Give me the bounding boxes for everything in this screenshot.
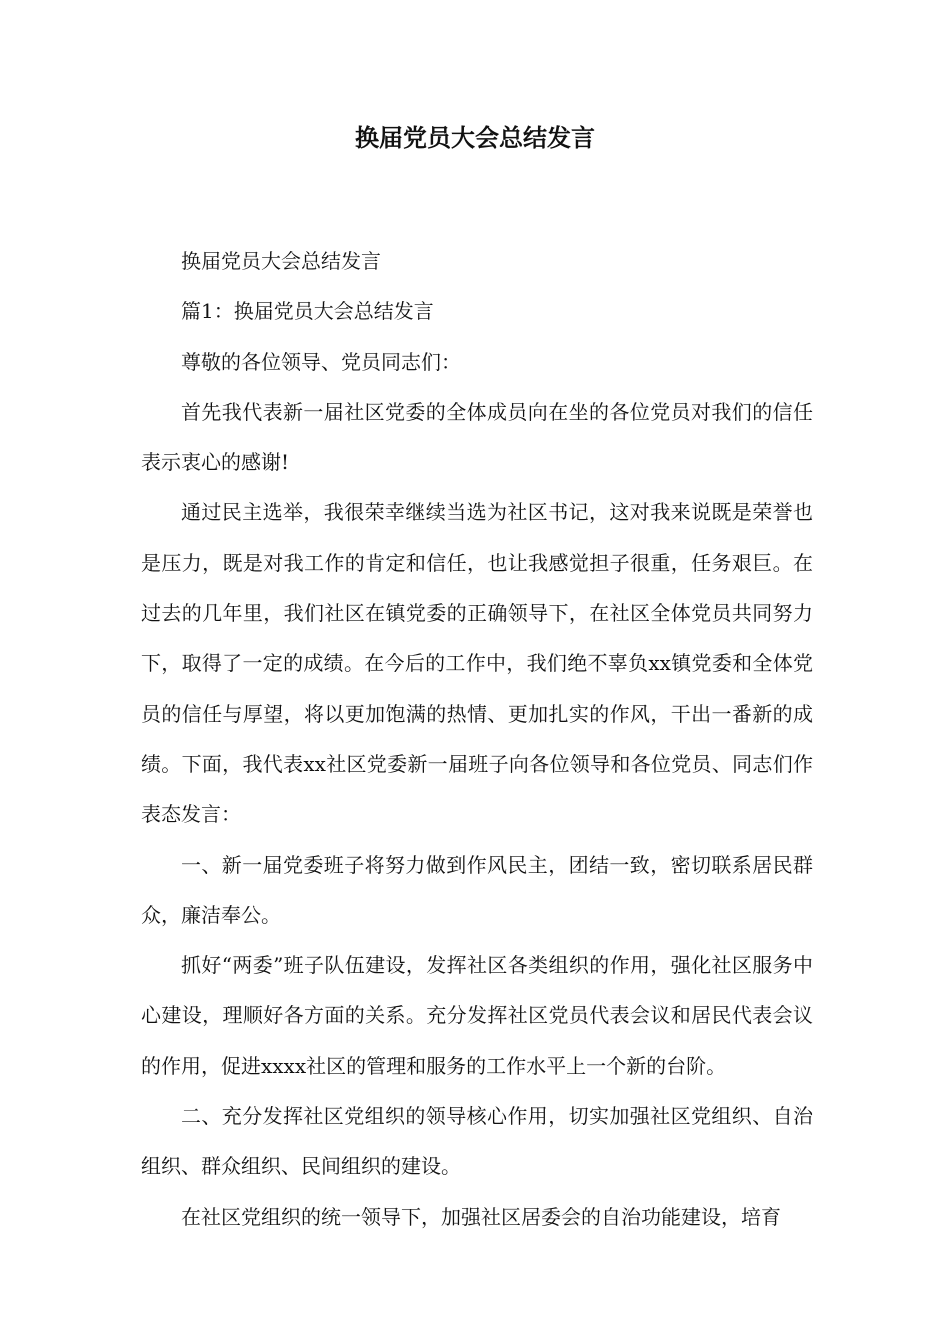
paragraph-autonomy: 在社区党组织的统一领导下，加强社区居委会的自治功能建设，培育 [181, 1204, 781, 1229]
paragraph-election: 通过民主选举，我很荣幸继续当选为社区书记，这对我来说既是荣誉也是压力，既是对我工作的肯定和信任，也让我感觉担子很重，任务艰巨。在过去的几年里，我们社区在镇党委的正确领导下，在社区全体党员共同努力下，取得了一定的成绩。在今后的工作中，我们绝不辜负xx镇党委和全体党员的信任与厚望，将以更加饱满的热情、更加扎实的作风，干出一番新的成绩。下面，我代表xx社区党委新一届班子向各位领导和各位党员、同志们作表态发言： [141, 500, 813, 827]
document-title: 换届党员大会总结发言 [355, 124, 595, 152]
paragraph-salutation: 尊敬的各位领导、党员同志们： [181, 349, 461, 374]
paragraph-section-label: 篇1：换届党员大会总结发言 [181, 299, 434, 324]
paragraph-heading: 换届党员大会总结发言 [181, 249, 381, 273]
paragraph-thanks: 首先我代表新一届社区党委的全体成员向在坐的各位党员对我们的信任表示衷心的感谢! [141, 399, 813, 475]
paragraph-point-one: 一、新一届党委班子将努力做到作风民主，团结一致，密切联系居民群众，廉洁奉公。 [141, 852, 813, 927]
document-body [141, 236, 813, 1242]
paragraph-team-building: 抓好“两委”班子队伍建设，发挥社区各类组织的作用，强化社区服务中心建设，理顺好各方面的关系。充分发挥社区党员代表会议和居民代表会议的作用，促进xxxx社区的管理和服务的工作水平上一个新的台阶。 [141, 953, 813, 1078]
paragraph-point-two: 二、充分发挥社区党组织的领导核心作用，切实加强社区党组织、自治组织、群众组织、民间组织的建设。 [141, 1104, 813, 1179]
